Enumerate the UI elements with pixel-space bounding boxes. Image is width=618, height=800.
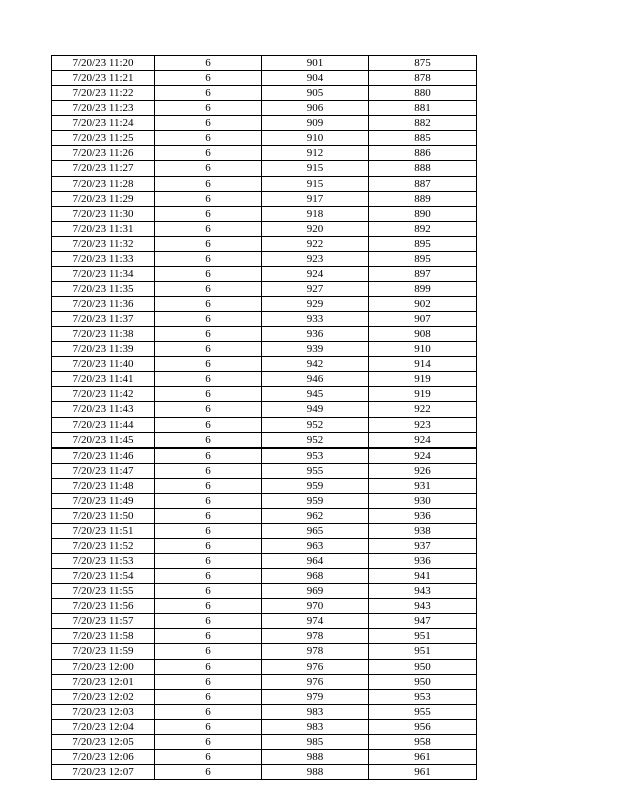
table-row [52, 719, 477, 734]
value-b-cell: 937 [369, 539, 477, 554]
count-cell: 6 [155, 569, 262, 584]
value-b-cell: 919 [369, 387, 477, 402]
table-row [52, 131, 477, 146]
count-cell: 6 [155, 191, 262, 206]
timestamp-cell: 7/20/23 11:31 [52, 221, 155, 236]
table-row [52, 236, 477, 251]
value-a-cell: 917 [262, 191, 369, 206]
timestamp-cell: 7/20/23 11:28 [52, 176, 155, 191]
table-row [52, 146, 477, 161]
table-row [52, 357, 477, 372]
timestamp-cell: 7/20/23 12:03 [52, 704, 155, 719]
value-b-cell: 892 [369, 221, 477, 236]
count-cell: 6 [155, 116, 262, 131]
count-cell: 6 [155, 327, 262, 342]
count-cell: 6 [155, 342, 262, 357]
value-a-cell: 910 [262, 131, 369, 146]
value-b-cell: 907 [369, 312, 477, 327]
timestamp-cell: 7/20/23 11:42 [52, 387, 155, 402]
value-a-cell: 969 [262, 584, 369, 599]
value-b-cell: 926 [369, 463, 477, 478]
count-cell: 6 [155, 448, 262, 464]
value-a-cell: 962 [262, 508, 369, 523]
table-row [52, 176, 477, 191]
count-cell: 6 [155, 206, 262, 221]
value-b-cell: 922 [369, 402, 477, 417]
table-row [52, 448, 477, 464]
count-cell: 6 [155, 523, 262, 538]
count-cell: 6 [155, 719, 262, 734]
table-row [52, 71, 477, 86]
value-a-cell: 909 [262, 116, 369, 131]
value-a-cell: 988 [262, 764, 369, 779]
timestamp-cell: 7/20/23 11:29 [52, 191, 155, 206]
timestamp-cell: 7/20/23 12:00 [52, 659, 155, 674]
value-a-cell: 927 [262, 281, 369, 296]
value-a-cell: 985 [262, 734, 369, 749]
count-cell: 6 [155, 629, 262, 644]
table-row [52, 116, 477, 131]
value-b-cell: 950 [369, 659, 477, 674]
table-row [52, 297, 477, 312]
table-row [52, 539, 477, 554]
count-cell: 6 [155, 236, 262, 251]
count-cell: 6 [155, 312, 262, 327]
value-a-cell: 918 [262, 206, 369, 221]
value-b-cell: 951 [369, 629, 477, 644]
timestamp-cell: 7/20/23 11:44 [52, 417, 155, 432]
table-row [52, 281, 477, 296]
table-row [52, 56, 477, 71]
count-cell: 6 [155, 644, 262, 659]
value-a-cell: 942 [262, 357, 369, 372]
value-a-cell: 952 [262, 432, 369, 448]
table-row [52, 342, 477, 357]
timestamp-cell: 7/20/23 11:48 [52, 478, 155, 493]
timestamp-cell: 7/20/23 11:50 [52, 508, 155, 523]
value-b-cell: 895 [369, 236, 477, 251]
count-cell: 6 [155, 56, 262, 71]
value-a-cell: 920 [262, 221, 369, 236]
table-row [52, 86, 477, 101]
timestamp-cell: 7/20/23 11:41 [52, 372, 155, 387]
value-b-cell: 889 [369, 191, 477, 206]
value-a-cell: 953 [262, 448, 369, 464]
timestamp-cell: 7/20/23 11:26 [52, 146, 155, 161]
timestamp-cell: 7/20/23 11:53 [52, 554, 155, 569]
timestamp-cell: 7/20/23 11:34 [52, 266, 155, 281]
value-b-cell: 908 [369, 327, 477, 342]
count-cell: 6 [155, 704, 262, 719]
value-b-cell: 887 [369, 176, 477, 191]
timestamp-cell: 7/20/23 11:36 [52, 297, 155, 312]
value-b-cell: 914 [369, 357, 477, 372]
value-b-cell: 961 [369, 764, 477, 779]
timestamp-cell: 7/20/23 11:43 [52, 402, 155, 417]
value-a-cell: 959 [262, 478, 369, 493]
table-row [52, 523, 477, 538]
timestamp-cell: 7/20/23 11:55 [52, 584, 155, 599]
count-cell: 6 [155, 281, 262, 296]
value-b-cell: 878 [369, 71, 477, 86]
value-a-cell: 974 [262, 614, 369, 629]
value-a-cell: 905 [262, 86, 369, 101]
table-row [52, 644, 477, 659]
value-b-cell: 882 [369, 116, 477, 131]
value-a-cell: 939 [262, 342, 369, 357]
value-a-cell: 970 [262, 599, 369, 614]
value-b-cell: 897 [369, 266, 477, 281]
table-row [52, 569, 477, 584]
count-cell: 6 [155, 508, 262, 523]
value-a-cell: 968 [262, 569, 369, 584]
value-a-cell: 915 [262, 176, 369, 191]
value-b-cell: 936 [369, 508, 477, 523]
value-a-cell: 936 [262, 327, 369, 342]
value-b-cell: 923 [369, 417, 477, 432]
value-b-cell: 899 [369, 281, 477, 296]
timestamp-cell: 7/20/23 11:52 [52, 539, 155, 554]
value-b-cell: 958 [369, 734, 477, 749]
value-b-cell: 936 [369, 554, 477, 569]
timestamp-cell: 7/20/23 11:45 [52, 432, 155, 448]
timestamp-cell: 7/20/23 11:22 [52, 86, 155, 101]
timestamp-cell: 7/20/23 12:01 [52, 674, 155, 689]
timestamp-cell: 7/20/23 11:30 [52, 206, 155, 221]
value-a-cell: 946 [262, 372, 369, 387]
value-b-cell: 930 [369, 493, 477, 508]
value-a-cell: 924 [262, 266, 369, 281]
value-b-cell: 951 [369, 644, 477, 659]
timestamp-cell: 7/20/23 11:46 [52, 448, 155, 464]
value-a-cell: 963 [262, 539, 369, 554]
table-row [52, 478, 477, 493]
value-a-cell: 949 [262, 402, 369, 417]
value-b-cell: 943 [369, 584, 477, 599]
value-b-cell: 953 [369, 689, 477, 704]
value-a-cell: 983 [262, 704, 369, 719]
count-cell: 6 [155, 357, 262, 372]
count-cell: 6 [155, 161, 262, 176]
value-b-cell: 919 [369, 372, 477, 387]
table-row [52, 629, 477, 644]
table-row [52, 493, 477, 508]
table-row [52, 584, 477, 599]
table-row [52, 221, 477, 236]
value-b-cell: 888 [369, 161, 477, 176]
value-a-cell: 964 [262, 554, 369, 569]
table-row [52, 674, 477, 689]
value-b-cell: 943 [369, 599, 477, 614]
count-cell: 6 [155, 539, 262, 554]
count-cell: 6 [155, 417, 262, 432]
value-a-cell: 976 [262, 659, 369, 674]
count-cell: 6 [155, 554, 262, 569]
value-a-cell: 988 [262, 749, 369, 764]
timestamp-cell: 7/20/23 12:06 [52, 749, 155, 764]
value-b-cell: 885 [369, 131, 477, 146]
timestamp-cell: 7/20/23 12:04 [52, 719, 155, 734]
value-b-cell: 895 [369, 251, 477, 266]
count-cell: 6 [155, 463, 262, 478]
count-cell: 6 [155, 221, 262, 236]
timestamp-cell: 7/20/23 11:47 [52, 463, 155, 478]
value-b-cell: 881 [369, 101, 477, 116]
value-b-cell: 880 [369, 86, 477, 101]
count-cell: 6 [155, 764, 262, 779]
timestamp-cell: 7/20/23 12:05 [52, 734, 155, 749]
value-a-cell: 979 [262, 689, 369, 704]
data-table [51, 55, 477, 780]
value-a-cell: 978 [262, 629, 369, 644]
value-a-cell: 978 [262, 644, 369, 659]
timestamp-cell: 7/20/23 11:21 [52, 71, 155, 86]
count-cell: 6 [155, 372, 262, 387]
value-a-cell: 923 [262, 251, 369, 266]
table-row [52, 463, 477, 478]
timestamp-cell: 7/20/23 11:37 [52, 312, 155, 327]
timestamp-cell: 7/20/23 11:39 [52, 342, 155, 357]
table-row [52, 266, 477, 281]
timestamp-cell: 7/20/23 11:32 [52, 236, 155, 251]
count-cell: 6 [155, 493, 262, 508]
count-cell: 6 [155, 734, 262, 749]
timestamp-cell: 7/20/23 11:20 [52, 56, 155, 71]
value-a-cell: 922 [262, 236, 369, 251]
table-row [52, 614, 477, 629]
count-cell: 6 [155, 749, 262, 764]
timestamp-cell: 7/20/23 12:02 [52, 689, 155, 704]
table-row [52, 206, 477, 221]
table-row [52, 599, 477, 614]
data-table-body [52, 56, 477, 780]
table-row [52, 251, 477, 266]
value-a-cell: 976 [262, 674, 369, 689]
table-row [52, 101, 477, 116]
count-cell: 6 [155, 674, 262, 689]
count-cell: 6 [155, 146, 262, 161]
timestamp-cell: 7/20/23 11:59 [52, 644, 155, 659]
timestamp-cell: 7/20/23 11:23 [52, 101, 155, 116]
value-b-cell: 938 [369, 523, 477, 538]
value-a-cell: 965 [262, 523, 369, 538]
value-b-cell: 924 [369, 432, 477, 448]
timestamp-cell: 7/20/23 11:24 [52, 116, 155, 131]
value-b-cell: 886 [369, 146, 477, 161]
value-b-cell: 961 [369, 749, 477, 764]
timestamp-cell: 7/20/23 11:35 [52, 281, 155, 296]
value-b-cell: 947 [369, 614, 477, 629]
value-a-cell: 955 [262, 463, 369, 478]
timestamp-cell: 7/20/23 11:25 [52, 131, 155, 146]
value-b-cell: 941 [369, 569, 477, 584]
count-cell: 6 [155, 131, 262, 146]
count-cell: 6 [155, 71, 262, 86]
count-cell: 6 [155, 614, 262, 629]
count-cell: 6 [155, 659, 262, 674]
count-cell: 6 [155, 251, 262, 266]
table-row [52, 749, 477, 764]
table-row [52, 191, 477, 206]
count-cell: 6 [155, 599, 262, 614]
value-a-cell: 983 [262, 719, 369, 734]
count-cell: 6 [155, 432, 262, 448]
value-a-cell: 915 [262, 161, 369, 176]
timestamp-cell: 7/20/23 11:49 [52, 493, 155, 508]
table-row [52, 327, 477, 342]
value-a-cell: 929 [262, 297, 369, 312]
count-cell: 6 [155, 387, 262, 402]
table-row [52, 704, 477, 719]
value-b-cell: 955 [369, 704, 477, 719]
value-a-cell: 952 [262, 417, 369, 432]
count-cell: 6 [155, 402, 262, 417]
table-row [52, 387, 477, 402]
count-cell: 6 [155, 86, 262, 101]
table-row [52, 417, 477, 432]
value-b-cell: 931 [369, 478, 477, 493]
count-cell: 6 [155, 297, 262, 312]
value-b-cell: 875 [369, 56, 477, 71]
count-cell: 6 [155, 176, 262, 191]
value-a-cell: 933 [262, 312, 369, 327]
table-row [52, 312, 477, 327]
table-row [52, 734, 477, 749]
timestamp-cell: 7/20/23 12:07 [52, 764, 155, 779]
value-a-cell: 945 [262, 387, 369, 402]
value-b-cell: 924 [369, 448, 477, 464]
timestamp-cell: 7/20/23 11:54 [52, 569, 155, 584]
value-b-cell: 950 [369, 674, 477, 689]
timestamp-cell: 7/20/23 11:56 [52, 599, 155, 614]
value-a-cell: 912 [262, 146, 369, 161]
table-row [52, 402, 477, 417]
value-b-cell: 902 [369, 297, 477, 312]
table-row [52, 689, 477, 704]
count-cell: 6 [155, 101, 262, 116]
table-row [52, 372, 477, 387]
count-cell: 6 [155, 689, 262, 704]
table-row [52, 659, 477, 674]
value-a-cell: 904 [262, 71, 369, 86]
timestamp-cell: 7/20/23 11:51 [52, 523, 155, 538]
value-b-cell: 910 [369, 342, 477, 357]
value-b-cell: 956 [369, 719, 477, 734]
table-row [52, 764, 477, 779]
timestamp-cell: 7/20/23 11:33 [52, 251, 155, 266]
timestamp-cell: 7/20/23 11:40 [52, 357, 155, 372]
timestamp-cell: 7/20/23 11:58 [52, 629, 155, 644]
count-cell: 6 [155, 478, 262, 493]
value-a-cell: 901 [262, 56, 369, 71]
timestamp-cell: 7/20/23 11:57 [52, 614, 155, 629]
value-a-cell: 959 [262, 493, 369, 508]
timestamp-cell: 7/20/23 11:27 [52, 161, 155, 176]
count-cell: 6 [155, 584, 262, 599]
table-row [52, 161, 477, 176]
count-cell: 6 [155, 266, 262, 281]
value-b-cell: 890 [369, 206, 477, 221]
table-row [52, 432, 477, 448]
table-row [52, 508, 477, 523]
table-row [52, 554, 477, 569]
timestamp-cell: 7/20/23 11:38 [52, 327, 155, 342]
value-a-cell: 906 [262, 101, 369, 116]
